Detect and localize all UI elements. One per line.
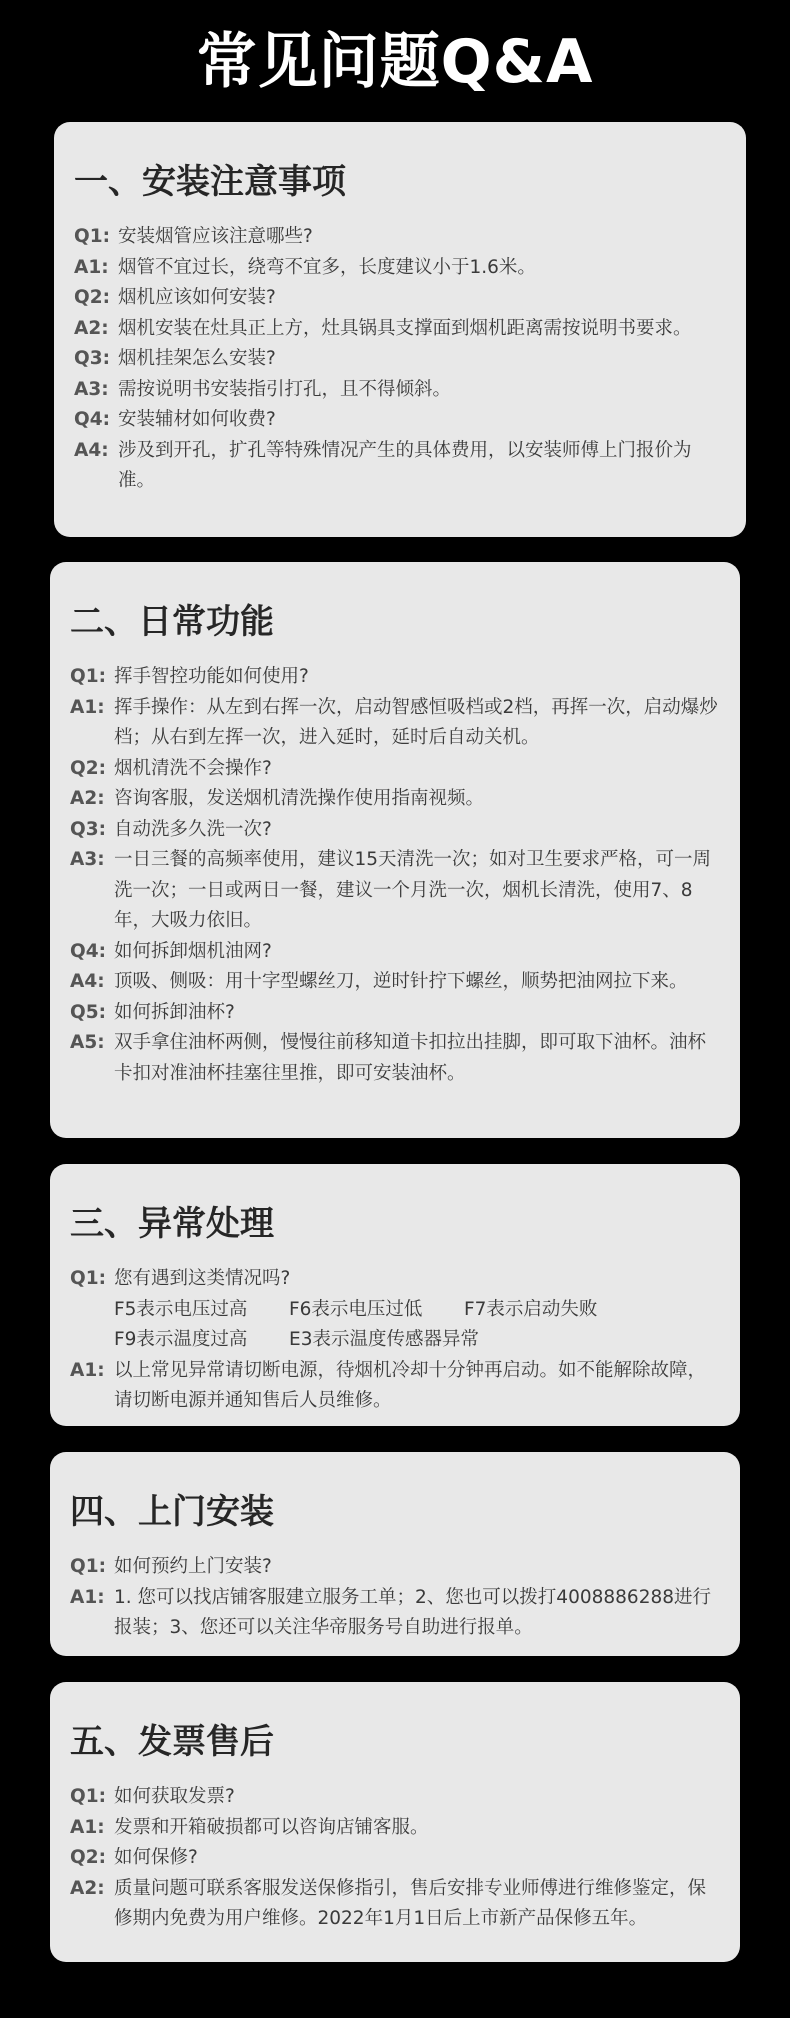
qa-item	[70, 845, 720, 937]
section-heading: 四、上门安装	[70, 1492, 274, 1532]
qa-text: 涉及到开孔，扩孔等特殊情况产生的具体费用，以安装师傅上门报价为准。	[118, 439, 692, 491]
qa-item	[70, 1028, 720, 1089]
page-title: 常见问题Q&A	[196, 27, 594, 97]
qa-text: 如何拆卸油杯?	[114, 1001, 235, 1023]
qa-item	[70, 967, 720, 998]
error-code-list	[70, 1295, 720, 1356]
qa-text: 1. 您可以找店铺客服建立服务工单；2、您也可以拨打4008886288进行报装；3、您还可以关注华帝服务号自助进行报单。	[114, 1586, 712, 1638]
qa-item	[70, 1782, 720, 1813]
qa-text: 挥手操作：从左到右挥一次，启动智感恒吸档或2档，再挥一次，启动爆炒档；从右到左挥一次，进入延时，延时后自动关机。	[114, 696, 718, 748]
qa-key: Q1:	[74, 226, 110, 247]
qa-item	[70, 815, 720, 846]
qa-text: 烟管不宜过长，绕弯不宜多，长度建议小于1.6米。	[118, 256, 536, 278]
qa-text: 烟机挂架怎么安装?	[118, 348, 276, 369]
qa-key: A2:	[74, 317, 109, 339]
qa-key: A1:	[70, 1586, 105, 1608]
qa-text: 如何保修?	[114, 1847, 198, 1868]
qa-key: Q2:	[74, 287, 110, 308]
qa-text: 烟机应该如何安装?	[118, 287, 276, 308]
error-code: F6表示电压过低	[289, 1298, 423, 1320]
qa-item	[74, 222, 726, 253]
qa-item	[70, 998, 720, 1029]
qa-item	[70, 693, 720, 754]
qa-text: 双手拿住油杯两侧，慢慢往前移知道卡扣拉出挂脚，即可取下油杯。油杯卡扣对准油杯挂塞往里推，即可安装油杯。	[114, 1032, 707, 1084]
qa-key: Q1:	[70, 1268, 106, 1289]
qa-key: A2:	[70, 1877, 105, 1899]
qa-item	[74, 283, 726, 314]
qa-key: A2:	[70, 788, 105, 809]
qa-item	[70, 1264, 720, 1295]
qa-item	[70, 1843, 720, 1874]
qa-item	[70, 1552, 720, 1583]
qa-item	[70, 784, 720, 815]
qa-item	[74, 253, 726, 284]
section-install-notes	[54, 122, 746, 537]
section-heading: 三、异常处理	[70, 1204, 274, 1244]
qa-key: Q4:	[70, 940, 106, 962]
error-code: F5表示电压过高	[114, 1298, 248, 1320]
qa-text: 烟机清洗不会操作?	[114, 757, 272, 779]
qa-item	[74, 375, 726, 406]
qa-text: 发票和开箱破损都可以咨询店铺客服。	[114, 1816, 429, 1838]
qa-key: Q1:	[70, 666, 106, 687]
qa-key: A3:	[74, 378, 109, 400]
qa-item	[70, 1813, 720, 1844]
qa-key: Q4:	[74, 409, 110, 430]
qa-text: 烟机安装在灶具正上方，灶具锅具支撑面到烟机距离需按说明书要求。	[118, 317, 692, 339]
error-code: E3表示温度传感器异常	[289, 1329, 479, 1350]
qa-key: A1:	[70, 1359, 105, 1381]
qa-key: Q2:	[70, 757, 106, 779]
section-error-handling	[50, 1164, 740, 1426]
qa-text: 顶吸、侧吸：用十字型螺丝刀，逆时针拧下螺丝，顺势把油网拉下来。	[114, 971, 688, 992]
qa-text: 您有遇到这类情况吗?	[114, 1268, 291, 1289]
qa-text: 以上常见异常请切断电源，待烟机冷却十分钟再启动。如不能解除故障，请切断电源并通知售后人员维修。	[114, 1359, 707, 1411]
qa-item	[74, 436, 726, 497]
qa-item	[70, 1874, 720, 1935]
qa-item	[74, 405, 726, 436]
qa-key: Q3:	[74, 348, 110, 369]
qa-key: A3:	[70, 849, 105, 870]
section-invoice-aftersales	[50, 1682, 740, 1962]
qa-item	[70, 937, 720, 968]
qa-text: 自动洗多久洗一次?	[114, 818, 272, 840]
qa-text: 如何获取发票?	[114, 1786, 235, 1807]
qa-text: 安装烟管应该注意哪些?	[118, 226, 313, 247]
qa-key: A5:	[70, 1032, 105, 1053]
qa-key: Q2:	[70, 1847, 106, 1868]
qa-text: 需按说明书安装指引打孔，且不得倾斜。	[118, 378, 452, 400]
qa-key: A4:	[74, 439, 109, 461]
qa-text: 挥手智控功能如何使用?	[114, 666, 309, 687]
section-heading: 五、发票售后	[70, 1722, 274, 1762]
qa-key: A1:	[70, 1816, 105, 1838]
qa-key: A4:	[70, 971, 105, 992]
section-daily-functions	[50, 562, 740, 1138]
qa-text: 质量问题可联系客服发送保修指引，售后安排专业师傅进行维修鉴定，保修期内免费为用户维修。2022年1月1日后上市新产品保修五年。	[114, 1877, 707, 1929]
qa-text: 咨询客服，发送烟机清洗操作使用指南视频。	[114, 788, 485, 809]
qa-text: 一日三餐的高频率使用，建议15天清洗一次；如对卫生要求严格，可一周洗一次；一日或两日一餐，建议一个月洗一次，烟机长清洗，使用7、8年，大吸力依旧。	[114, 849, 712, 931]
error-code: F7表示启动失败	[464, 1298, 598, 1320]
qa-text: 如何拆卸烟机油网?	[114, 940, 272, 962]
section-heading: 二、日常功能	[70, 602, 274, 642]
section-heading: 一、安装注意事项	[74, 162, 346, 202]
qa-key: Q5:	[70, 1001, 106, 1023]
qa-item	[74, 314, 726, 345]
qa-text: 如何预约上门安装?	[114, 1556, 272, 1577]
qa-key: A1:	[74, 256, 109, 278]
qa-item	[74, 344, 726, 375]
qa-item	[70, 1583, 720, 1644]
qa-item	[70, 1356, 720, 1417]
qa-key: Q1:	[70, 1556, 106, 1577]
qa-item	[70, 662, 720, 693]
qa-item	[70, 754, 720, 785]
qa-key: Q1:	[70, 1786, 106, 1807]
section-onsite-install	[50, 1452, 740, 1656]
qa-text: 安装辅材如何收费?	[118, 409, 276, 430]
error-code: F9表示温度过高	[114, 1329, 248, 1350]
qa-key: A1:	[70, 696, 105, 718]
qa-key: Q3:	[70, 818, 106, 840]
